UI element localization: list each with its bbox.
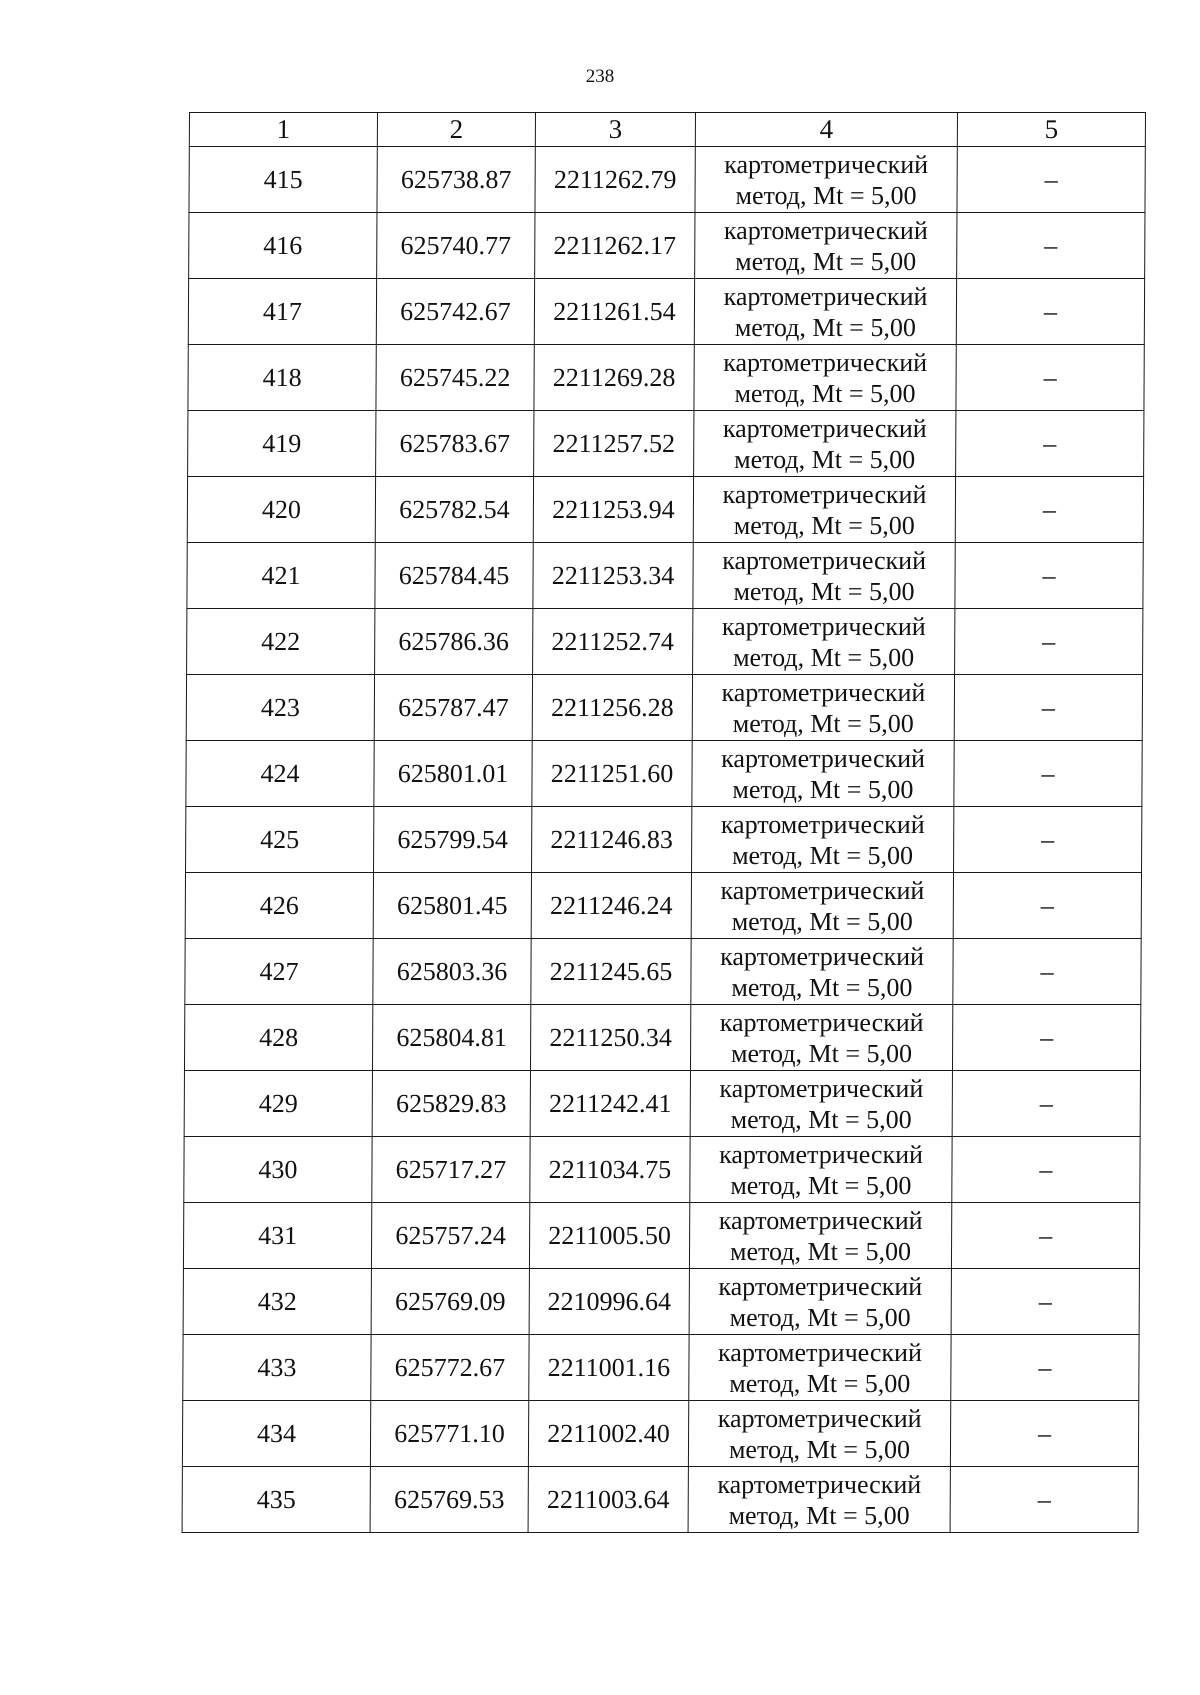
y-coordinate-cell: 2211003.64 [528,1467,688,1533]
col5-cell: – [955,609,1143,675]
table-row [187,477,1143,543]
point-number-cell: 425 [186,807,374,873]
method-cell [690,1137,952,1203]
point-number-cell: 419 [188,411,376,477]
point-number-cell: 424 [186,741,374,807]
page-number: 238 [585,66,615,87]
y-coordinate-cell: 2211245.65 [531,939,691,1005]
col5-cell: – [950,1401,1138,1467]
method-cell [693,543,955,609]
col5-cell: – [957,147,1145,213]
x-coordinate-cell: 625801.01 [374,741,532,807]
method-accuracy: метод, Mt = 5,00 [733,576,915,606]
method-accuracy: метод, Mt = 5,00 [733,510,915,540]
y-coordinate-cell: 2211253.94 [533,477,693,543]
method-accuracy: метод, Mt = 5,00 [728,1434,911,1464]
table-row [185,939,1141,1005]
method-name: картометрический [719,1073,924,1103]
x-coordinate-cell: 625769.09 [371,1269,529,1335]
col5-cell: – [957,213,1145,279]
method-cell [689,1203,951,1269]
x-coordinate-cell: 625740.77 [377,213,535,279]
point-number-cell: 418 [188,345,376,411]
y-coordinate-cell: 2211261.54 [534,279,694,345]
point-number-cell: 433 [183,1335,371,1401]
y-coordinate-cell: 2211002.40 [528,1401,688,1467]
x-coordinate-cell: 625757.24 [371,1203,529,1269]
x-coordinate-cell: 625803.36 [373,939,531,1005]
col5-cell: – [951,1203,1139,1269]
point-number-cell: 417 [188,279,376,345]
method-name: картометрический [722,413,927,443]
y-coordinate-cell: 2211256.28 [532,675,692,741]
method-cell [695,147,957,213]
x-coordinate-cell: 625717.27 [372,1137,530,1203]
point-number-cell: 432 [183,1269,371,1335]
col5-cell: – [956,279,1144,345]
table-row [188,411,1144,477]
y-coordinate-cell: 2211262.17 [535,213,695,279]
table-row [183,1203,1139,1269]
x-coordinate-cell: 625782.54 [375,477,533,543]
table-row [189,147,1145,213]
method-name: картометрический [717,1403,922,1433]
method-accuracy: метод, Mt = 5,00 [734,444,916,474]
method-name: картометрический [722,545,927,575]
x-coordinate-cell: 625742.67 [376,279,534,345]
x-coordinate-cell: 625787.47 [374,675,532,741]
point-number-cell: 434 [182,1401,370,1467]
method-cell [689,1335,951,1401]
method-name: картометрический [718,1337,922,1367]
method-cell [693,609,955,675]
col5-cell: – [956,345,1144,411]
table-row [185,873,1141,939]
x-coordinate-cell: 625829.83 [372,1071,530,1137]
point-number-cell: 428 [184,1005,372,1071]
table-row [186,675,1142,741]
method-name: картометрический [723,281,928,311]
header-col-3: 3 [535,113,695,147]
point-number-cell: 416 [189,213,377,279]
y-coordinate-cell: 2211253.34 [533,543,693,609]
header-row [189,113,1145,147]
method-cell [692,675,954,741]
coordinates-table [182,112,1146,1533]
col5-cell: – [951,1335,1139,1401]
method-accuracy: метод, Mt = 5,00 [729,1368,911,1398]
y-coordinate-cell: 2211250.34 [530,1005,690,1071]
header-col-4: 4 [695,113,957,147]
x-coordinate-cell: 625784.45 [375,543,533,609]
header-col-5: 5 [957,113,1145,147]
x-coordinate-cell: 625771.10 [370,1401,528,1467]
method-cell [688,1467,950,1533]
method-accuracy: метод, Mt = 5,00 [731,906,913,936]
y-coordinate-cell: 2211269.28 [534,345,694,411]
method-name: картометрический [720,809,925,839]
method-name: картометрический [721,677,926,707]
point-number-cell: 431 [183,1203,371,1269]
method-cell [695,213,957,279]
table-row [184,1071,1140,1137]
method-cell [691,939,953,1005]
col5-cell: – [953,873,1141,939]
table-row [188,279,1144,345]
x-coordinate-cell: 625799.54 [374,807,532,873]
point-number-cell: 427 [185,939,373,1005]
point-number-cell: 429 [184,1071,372,1137]
table-header [189,113,1145,147]
method-name: картометрический [721,743,926,773]
col5-cell: – [953,939,1141,1005]
x-coordinate-cell: 625772.67 [371,1335,529,1401]
method-accuracy: метод, Mt = 5,00 [734,378,916,408]
y-coordinate-cell: 2210996.64 [529,1269,689,1335]
method-cell [694,345,956,411]
method-accuracy: метод, Mt = 5,00 [734,312,916,342]
method-cell [689,1269,951,1335]
method-accuracy: метод, Mt = 5,00 [730,1104,912,1134]
col5-cell: – [954,741,1142,807]
point-number-cell: 420 [187,477,375,543]
y-coordinate-cell: 2211262.79 [535,147,695,213]
col5-cell: – [954,807,1142,873]
x-coordinate-cell: 625769.53 [370,1467,528,1533]
method-name: картометрический [722,479,927,509]
method-name: картометрический [720,875,925,905]
method-cell [692,807,954,873]
method-cell [690,1071,952,1137]
method-name: картометрический [718,1205,923,1235]
table-body [182,147,1145,1533]
method-accuracy: метод, Mt = 5,00 [730,1170,912,1200]
point-number-cell: 422 [187,609,375,675]
header-col-1: 1 [189,113,377,147]
method-accuracy: метод, Mt = 5,00 [733,642,915,672]
point-number-cell: 435 [182,1467,370,1533]
y-coordinate-cell: 2211246.83 [532,807,692,873]
x-coordinate-cell: 625804.81 [372,1005,530,1071]
col5-cell: – [955,477,1143,543]
table-row [188,345,1144,411]
table-row [186,807,1142,873]
table-row [183,1269,1139,1335]
point-number-cell: 415 [189,147,377,213]
method-accuracy: метод, Mt = 5,00 [729,1236,912,1266]
method-accuracy: метод, Mt = 5,00 [732,774,914,804]
method-accuracy: метод, Mt = 5,00 [735,246,917,276]
method-name: картометрический [723,215,928,245]
x-coordinate-cell: 625783.67 [376,411,534,477]
method-name: картометрический [719,1139,924,1169]
x-coordinate-cell: 625745.22 [376,345,534,411]
col5-cell: – [952,1005,1140,1071]
method-name: картометрический [720,941,925,971]
method-cell [693,477,955,543]
method-accuracy: метод, Mt = 5,00 [732,840,914,870]
table-row [186,741,1142,807]
y-coordinate-cell: 2211257.52 [534,411,694,477]
col5-cell: – [950,1467,1138,1533]
table-row [184,1137,1140,1203]
method-cell [688,1401,950,1467]
y-coordinate-cell: 2211001.16 [529,1335,689,1401]
method-cell [690,1005,952,1071]
x-coordinate-cell: 625738.87 [377,147,535,213]
col5-cell: – [952,1137,1140,1203]
table-row [183,1335,1139,1401]
y-coordinate-cell: 2211252.74 [533,609,693,675]
point-number-cell: 426 [185,873,373,939]
method-name: картометрический [718,1271,923,1301]
table-row [184,1005,1140,1071]
method-cell [694,411,956,477]
x-coordinate-cell: 625801.45 [373,873,531,939]
table-row [187,609,1143,675]
table-row [182,1467,1138,1533]
method-accuracy: метод, Mt = 5,00 [728,1500,910,1530]
method-accuracy: метод, Mt = 5,00 [735,180,917,210]
method-name: картометрический [719,1007,924,1037]
y-coordinate-cell: 2211246.24 [531,873,691,939]
table-row [187,543,1143,609]
method-cell [694,279,956,345]
col5-cell: – [954,675,1142,741]
y-coordinate-cell: 2211034.75 [530,1137,690,1203]
point-number-cell: 423 [186,675,374,741]
method-name: картометрический [724,149,929,179]
header-col-2: 2 [377,113,535,147]
y-coordinate-cell: 2211242.41 [530,1071,690,1137]
point-number-cell: 430 [184,1137,372,1203]
col5-cell: – [955,543,1143,609]
col5-cell: – [956,411,1144,477]
y-coordinate-cell: 2211251.60 [532,741,692,807]
method-name: картометрический [723,347,928,377]
method-accuracy: метод, Mt = 5,00 [730,1038,913,1068]
method-cell [692,741,954,807]
table-row [189,213,1145,279]
col5-cell: – [951,1269,1139,1335]
col5-cell: – [952,1071,1140,1137]
point-number-cell: 421 [187,543,375,609]
method-name: картометрический [717,1469,922,1499]
x-coordinate-cell: 625786.36 [375,609,533,675]
y-coordinate-cell: 2211005.50 [529,1203,689,1269]
method-accuracy: метод, Mt = 5,00 [731,972,913,1002]
method-accuracy: метод, Mt = 5,00 [732,708,914,738]
table-row [182,1401,1138,1467]
method-accuracy: метод, Mt = 5,00 [729,1302,911,1332]
method-name: картометрический [721,611,926,641]
method-cell [691,873,953,939]
